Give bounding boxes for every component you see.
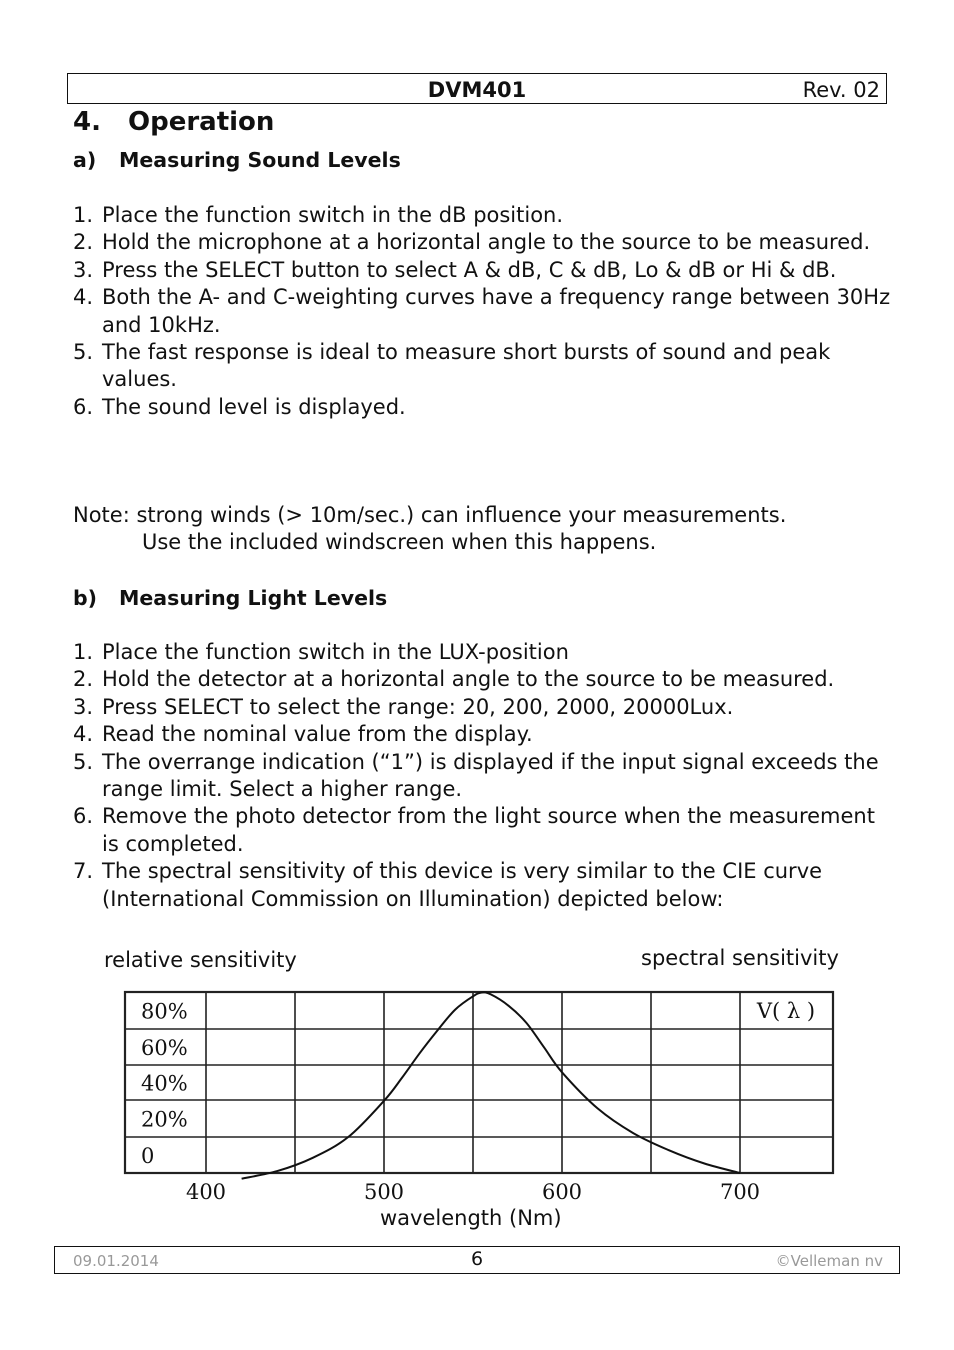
note-line-1: Note: strong winds (> 10m/sec.) can influence your measurements.	[73, 503, 787, 527]
step-text: Both the A- and C-weighting curves have a frequency range between 30Hz and 10kHz.	[102, 285, 891, 337]
x-tick-label: 500	[363, 1180, 405, 1204]
step-text: Hold the microphone at a horizontal angle to the source to be measured.	[102, 230, 871, 255]
subsection-letter: b)	[73, 586, 98, 610]
subsection-title: Measuring Sound Levels	[119, 148, 401, 172]
legend-label: V( λ )	[756, 999, 816, 1023]
footer-date: 09.01.2014	[73, 1252, 159, 1270]
step-text: Press SELECT to select the range: 20, 200, 2000, 20000Lux.	[102, 694, 734, 719]
step-number: 3.	[73, 257, 94, 282]
step-number: 6.	[73, 804, 94, 829]
step-number: 4.	[73, 722, 94, 747]
step-text: Press the SELECT button to select A & dB, C & dB, Lo & dB or Hi & dB.	[102, 257, 837, 282]
chart-xlabel: wavelength (Nm)	[380, 1206, 562, 1230]
step-text: The fast response is ideal to measure short bursts of sound and peak values.	[102, 340, 831, 392]
step-text: The spectral sensitivity of this device is very similar to the CIE curve (International Commission on Illumination) depicted below:	[102, 859, 823, 911]
page-number: 6	[470, 1248, 484, 1270]
chart-ylabel: relative sensitivity	[104, 948, 297, 972]
y-tick-label: 20%	[141, 1107, 188, 1132]
section-title: Operation	[128, 107, 275, 137]
step-number: 5.	[73, 340, 94, 365]
step-number: 3.	[73, 694, 94, 719]
note-line-2: Use the included windscreen when this happens.	[142, 530, 657, 555]
sensitivity-curve	[242, 992, 740, 1178]
step-number: 7.	[73, 859, 94, 884]
model-name: DVM401	[427, 78, 527, 102]
chart-title: spectral sensitivity	[641, 946, 839, 970]
x-tick-label: 600	[541, 1180, 583, 1204]
revision: Rev. 02	[802, 78, 880, 102]
step-text: Place the function switch in the dB position.	[102, 203, 564, 227]
step-text: Read the nominal value from the display.	[102, 722, 533, 747]
section-number: 4.	[73, 107, 101, 137]
step-text: The sound level is displayed.	[102, 394, 406, 419]
step-number: 1.	[73, 640, 94, 664]
subsection-letter: a)	[73, 148, 97, 172]
subsection-title: Measuring Light Levels	[119, 586, 388, 610]
step-text: The overrange indication (“1”) is displayed if the input signal exceeds the range limit. Select a higher range.	[102, 749, 879, 802]
step-text: Place the function switch in the LUX-position	[102, 640, 569, 664]
step-text: Remove the photo detector from the light source when the measurement is completed.	[102, 804, 875, 856]
step-number: 2.	[73, 667, 94, 692]
step-number: 1.	[73, 203, 94, 227]
chart-frame	[125, 992, 833, 1173]
step-number: 6.	[73, 394, 94, 419]
footer-copyright: ©Velleman nv	[775, 1252, 883, 1270]
step-number: 5.	[73, 749, 94, 774]
step-number: 4.	[73, 285, 94, 310]
x-tick-label: 400	[185, 1180, 227, 1204]
step-text: Hold the detector at a horizontal angle to the source to be measured.	[102, 667, 835, 692]
page-footer	[54, 1246, 900, 1274]
y-tick-label: 60%	[141, 1036, 188, 1060]
y-tick-label: 0	[141, 1144, 155, 1168]
chart-grid	[125, 992, 833, 1173]
chart-series	[242, 992, 740, 1178]
y-tick-label: 40%	[141, 1071, 188, 1096]
y-tick-label: 80%	[141, 999, 188, 1024]
x-tick-label: 700	[719, 1180, 761, 1204]
step-number: 2.	[73, 230, 94, 255]
